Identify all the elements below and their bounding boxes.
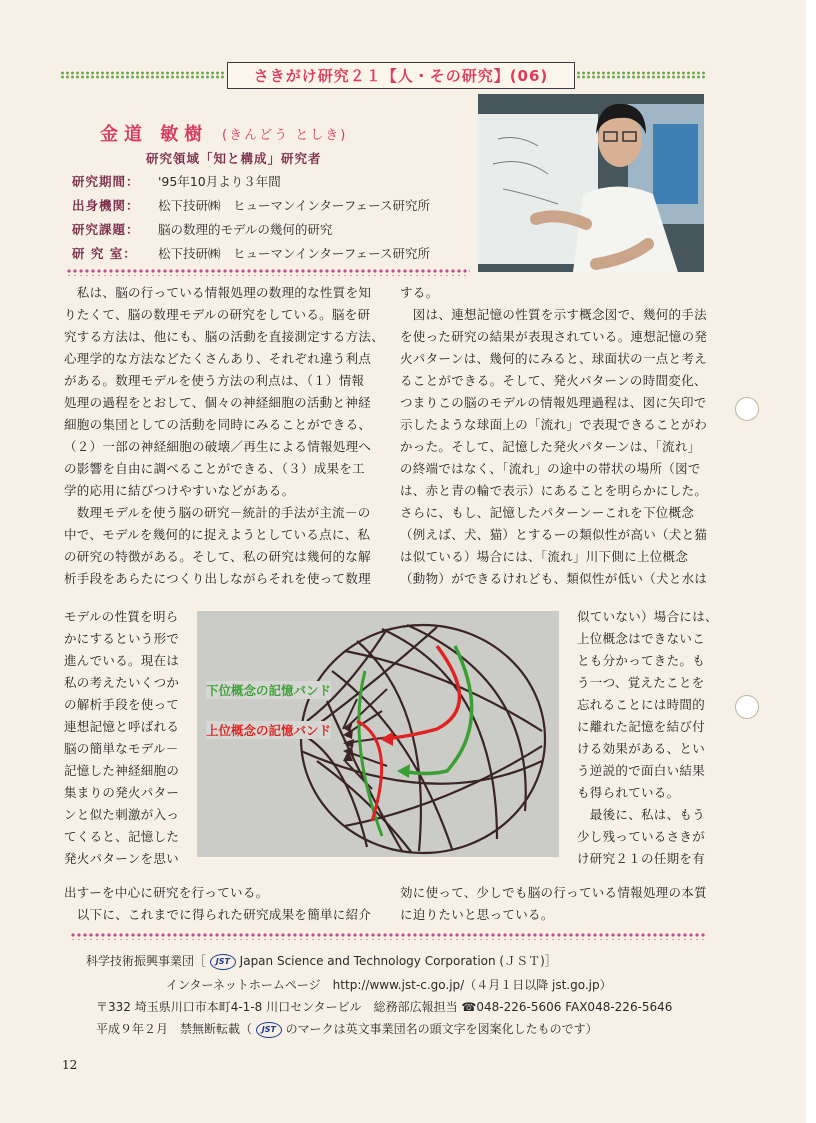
info-row-period: 研究期間： '95年10月より３年間 <box>72 174 281 189</box>
text-line: 図は、連想記憶の性質を示す概念図で、幾何的手法 <box>400 307 707 322</box>
jst-logo-icon: JST <box>210 954 236 970</box>
body-left-narrow <box>64 606 179 870</box>
text-line: 析手段をあらたにつくり出しながらそれを使って数理 <box>64 571 371 586</box>
researcher-role: 研究領域「知と構成」研究者 <box>146 151 322 166</box>
text-line: け研究２１の任期を有 <box>577 851 706 866</box>
text-line: とも分かってきた。も <box>577 653 706 668</box>
text-line: 究する方法は、他にも、脳の活動を直接測定する方法、 <box>64 329 385 344</box>
text-line: の影響を自由に調べることができる、（３）成果を工 <box>64 461 365 476</box>
info-row-lab: 研 究 室： 松下技研㈱ ヒューマンインターフェース研究所 <box>72 246 431 261</box>
associative-memory-figure <box>197 611 559 857</box>
text-line: 似ていない）場合には、 <box>577 609 718 624</box>
text-line: （動物）ができるけれども、類似性が低い（犬と水は <box>400 571 708 586</box>
text-line: りたくて、脳の数理モデルの研究をしている。脳を研 <box>64 307 371 322</box>
text-line: 中で、モデルを幾何的に捉えようとしている点に、私 <box>64 527 371 542</box>
footer-address: 〒332 埼玉県川口市本町4-1-8 川口センタービル 総務部広報担当 ☎048-226-5606 FAX048-226-5646 <box>96 1000 673 1014</box>
body-right-top <box>400 282 707 590</box>
text-line: の終端ではなく、「流れ」の途中の帯状の場所（図で <box>400 461 701 476</box>
text-line: さらに、もし、記憶したパターンーこれを下位概念 <box>400 505 695 520</box>
text-line: の解析手段を使って <box>64 697 180 712</box>
text-line: 脳の簡単なモデル－ <box>64 741 179 756</box>
body-left-top <box>64 282 384 590</box>
text-line: 私は、脳の行っている情報処理の数理的な性質を知 <box>64 285 372 300</box>
text-line: 処理の過程をとおして、個々の神経細胞の活動と神経 <box>64 395 371 410</box>
text-line: 上位概念はできないこ <box>577 631 706 646</box>
punch-hole-bottom <box>735 695 759 719</box>
info-row-topic: 研究課題： 脳の数理的モデルの幾何的研究 <box>72 222 333 237</box>
text-line: は、赤と青の輪で表示）にあることを明らかにした。 <box>400 483 708 498</box>
body-right-bottom <box>400 882 707 926</box>
text-line: 進んでいる。現在は <box>64 653 180 668</box>
figure-label-red: 上位概念の記憶バンド <box>206 723 332 738</box>
series-title: さきがけ研究２１【人・その研究】(06) <box>253 67 549 85</box>
body-right-narrow <box>577 606 718 870</box>
text-line: う逆説的で面白い結果 <box>577 763 706 778</box>
text-line: ンと似た刺激が入っ <box>64 807 180 822</box>
info-row-origin: 出身機関： 松下技研㈱ ヒューマンインターフェース研究所 <box>72 198 431 213</box>
page-number: 12 <box>62 1058 78 1072</box>
jst-logo-icon-2: JST <box>256 1022 282 1038</box>
text-line: つまりこの脳のモデルの情報処理過程は、図に矢印で <box>400 395 707 410</box>
body-left-bottom <box>64 882 371 926</box>
footer-homepage: インターネットホームページ http://www.jst-c.go.jp/（４月１日以降 jst.go.jp） <box>166 978 612 992</box>
text-line: 最後に、私は、もう <box>577 807 706 822</box>
text-line: （例えば、犬、猫）とするーの類似性が高い（犬と猫 <box>400 527 708 542</box>
header-dots-left <box>60 71 225 79</box>
punch-hole-top <box>735 397 759 421</box>
text-line: 以下に、これまでに得られた研究成果を簡単に紹介 <box>64 907 372 922</box>
text-line: モデルの性質を明ら <box>64 609 179 624</box>
paper-edge <box>806 0 816 1123</box>
text-line: 心理学的な方法などたくさんあり、それぞれ違う利点 <box>64 351 372 366</box>
text-line: 忘れることには時間的 <box>577 697 706 712</box>
text-line: も得られている。 <box>577 785 680 800</box>
text-line: 細胞の集団としての活動を同時にみることができる、 <box>64 417 372 432</box>
text-line: てくると、記憶した <box>64 829 180 844</box>
text-line: 火パターンは、幾何的にみると、球面状の一点と考え <box>400 351 707 366</box>
text-line: 学的応用に結びつけやすいなどがある。 <box>64 483 295 498</box>
text-line: かにするという形で <box>64 631 180 646</box>
text-line: 連想記憶と呼ばれる <box>64 719 180 734</box>
footer-divider <box>70 932 706 940</box>
text-line: に迫りたいと思っている。 <box>400 907 554 922</box>
text-line: ける効果がある、とい <box>577 741 706 756</box>
text-line: 示したような球面上の「流れ」で表現できることがわ <box>400 417 708 432</box>
figure-label-green: 下位概念の記憶バンド <box>206 683 332 698</box>
text-line: ることができる。そして、発火パターンの時間変化、 <box>400 373 707 388</box>
text-line: 少し残っているさきが <box>577 829 706 844</box>
footer-line-1: 科学技術振興事業団［ JST Japan Science and Technology Corporation (ＪＳＴ)］ <box>86 954 557 968</box>
footer-copyright: 平成９年２月 禁無断転載（ JST のマークは英文事業団名の頭文字を図案化したものです） <box>96 1022 598 1036</box>
researcher-photo <box>478 94 704 272</box>
profile-divider <box>66 268 470 276</box>
text-line: 効に使って、少しでも脳の行っている情報処理の本質 <box>400 885 707 900</box>
text-line: （２）一部の神経細胞の破壊／再生による情報処理へ <box>64 439 372 454</box>
header-dots-right <box>576 71 706 79</box>
text-line: は似ている）場合には、「流れ」川下側に上位概念 <box>400 549 689 564</box>
text-line: う一つ、覚えたことを <box>577 675 705 690</box>
researcher-name-reading: (きんどう としき) <box>222 128 348 143</box>
text-line: を使った研究の結果が表現されている。連想記憶の発 <box>400 329 708 344</box>
series-header <box>227 62 575 89</box>
text-line: 私の考えたいくつか <box>64 675 180 690</box>
text-line: 集まりの発火パター <box>64 785 180 800</box>
text-line: がある。数理モデルを使う方法の利点は、（１）情報 <box>64 373 365 388</box>
text-line: する。 <box>400 285 439 300</box>
text-line: に離れた記憶を結び付 <box>577 719 706 734</box>
text-line: 発火パターンを思い <box>64 851 179 866</box>
text-line: 数理モデルを使う脳の研究－統計的手法が主流－の <box>64 505 371 520</box>
text-line: の研究の特徴がある。そして、私の研究は幾何的な解 <box>64 549 371 564</box>
researcher-name: 金道 敏樹 <box>100 124 209 145</box>
text-line: 記憶した神経細胞の <box>64 763 180 778</box>
text-line: かった。そして、記憶した発火パターンは、「流れ」 <box>400 439 701 454</box>
text-line: 出すーを中心に研究を行っている。 <box>64 885 269 900</box>
